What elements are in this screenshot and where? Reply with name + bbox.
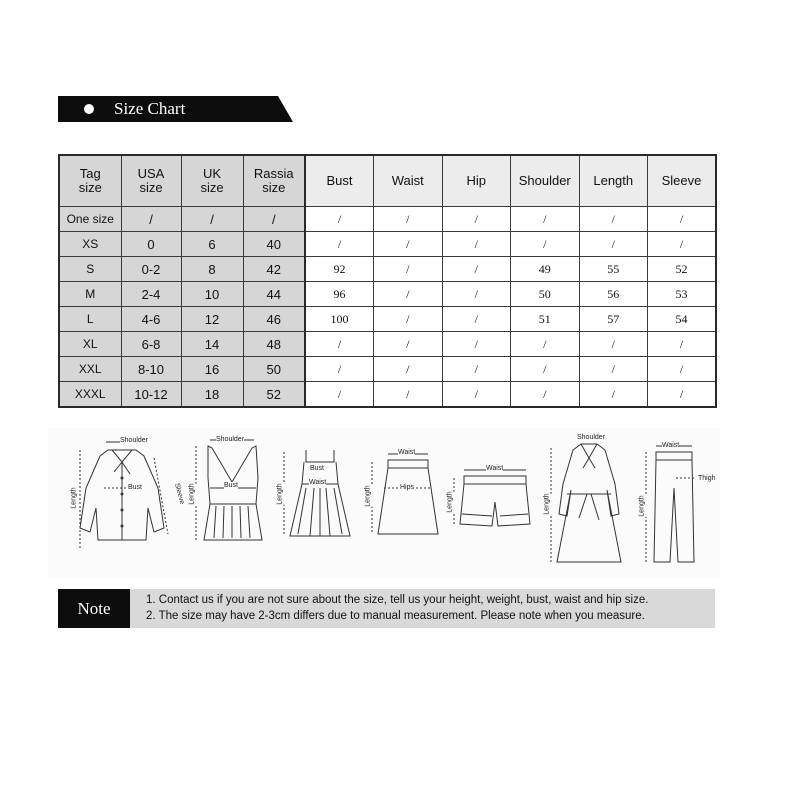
table-cell: 8-10 — [121, 357, 181, 382]
table-cell: / — [243, 207, 305, 232]
tag-size-cell: L — [59, 307, 121, 332]
table-cell: / — [121, 207, 181, 232]
table-cell: / — [579, 382, 648, 408]
table-cell: / — [305, 357, 374, 382]
table-row — [59, 282, 716, 307]
table-cell: 52 — [648, 257, 717, 282]
table-cell: / — [511, 357, 580, 382]
table-cell: / — [442, 257, 511, 282]
table-cell: / — [374, 357, 443, 382]
tag-size-cell: S — [59, 257, 121, 282]
table-cell: 55 — [579, 257, 648, 282]
table-row — [59, 332, 716, 357]
table-cell: / — [511, 207, 580, 232]
header-length: Length — [579, 155, 648, 207]
table-cell: / — [374, 257, 443, 282]
table-cell: 12 — [181, 307, 243, 332]
table-cell: / — [374, 232, 443, 257]
table-cell: / — [442, 282, 511, 307]
header-uk-size: UK size — [181, 155, 243, 207]
table-cell: / — [579, 332, 648, 357]
table-cell: 0-2 — [121, 257, 181, 282]
shorts-illustration — [448, 428, 538, 578]
table-cell: / — [442, 357, 511, 382]
coat-illustration — [543, 428, 633, 578]
table-row — [59, 232, 716, 257]
header-shoulder: Shoulder — [511, 155, 580, 207]
tank-bust-label: Bust — [224, 482, 239, 489]
header-tag-size: Tag size — [59, 155, 121, 207]
table-cell: / — [305, 232, 374, 257]
table-cell: 54 — [648, 307, 717, 332]
table-cell: 96 — [305, 282, 374, 307]
bullet-icon — [84, 104, 94, 114]
blouse-sleeve-label: Sleeve — [173, 482, 186, 506]
table-cell: / — [579, 232, 648, 257]
table-cell: 44 — [243, 282, 305, 307]
table-cell: / — [511, 232, 580, 257]
table-cell: / — [648, 332, 717, 357]
table-cell: 6 — [181, 232, 243, 257]
note-body — [130, 589, 715, 628]
table-body — [59, 207, 716, 408]
tag-size-cell: One size — [59, 207, 121, 232]
tag-size-cell: XL — [59, 332, 121, 357]
note-label: Note — [58, 589, 130, 628]
page-title: Size Chart — [114, 99, 186, 118]
table-cell: 53 — [648, 282, 717, 307]
skirt-length-label: Length — [364, 485, 372, 507]
table-cell: 18 — [181, 382, 243, 408]
table-cell: / — [648, 232, 717, 257]
table-cell: 42 — [243, 257, 305, 282]
dress-bust-label: Bust — [310, 465, 325, 472]
header-sleeve: Sleeve — [648, 155, 717, 207]
table-cell: / — [511, 332, 580, 357]
size-chart-banner — [58, 96, 293, 122]
tank-shoulder-label: Shoulder — [216, 436, 245, 443]
header-bust: Bust — [305, 155, 374, 207]
table-cell: / — [442, 207, 511, 232]
blouse-bust-label: Bust — [128, 484, 143, 491]
table-cell: / — [511, 382, 580, 408]
table-cell: / — [442, 307, 511, 332]
table-cell: 51 — [511, 307, 580, 332]
tag-size-cell: XS — [59, 232, 121, 257]
pants-thigh-label: Thigh — [698, 475, 716, 482]
table-cell: 92 — [305, 257, 374, 282]
table-cell: / — [305, 382, 374, 408]
table-cell: 57 — [579, 307, 648, 332]
shorts-length-label: Length — [446, 491, 454, 513]
table-cell: / — [648, 357, 717, 382]
table-cell: 4-6 — [121, 307, 181, 332]
table-cell: 56 — [579, 282, 648, 307]
tag-size-cell: M — [59, 282, 121, 307]
table-cell: / — [374, 207, 443, 232]
coat-drawing — [543, 428, 633, 578]
shorts-waist-label: Waist — [486, 465, 504, 472]
pants-length-label: Length — [638, 495, 646, 517]
blouse-shoulder-label: Shoulder — [120, 437, 149, 444]
table-cell: 40 — [243, 232, 305, 257]
dress-waist-label: Waist — [309, 479, 327, 486]
skirt-hips-label: Hips — [400, 484, 415, 491]
tag-size-cell: XXXL — [59, 382, 121, 408]
table-row — [59, 382, 716, 408]
header-waist: Waist — [374, 155, 443, 207]
header-usa-size: USA size — [121, 155, 181, 207]
header-hip: Hip — [442, 155, 511, 207]
tank-illustration — [188, 428, 273, 578]
note-line-1: 1. Contact us if you are not sure about the size, tell us your height, weight, bust, waist and hip size. — [146, 594, 649, 606]
table-cell: / — [305, 332, 374, 357]
tank-drawing — [188, 428, 273, 578]
tank-length-label: Length — [188, 483, 196, 505]
skirt-illustration — [366, 428, 446, 578]
table-cell: 10 — [181, 282, 243, 307]
table-cell: / — [579, 357, 648, 382]
size-table — [58, 154, 717, 408]
table-cell: / — [374, 307, 443, 332]
table-cell: 46 — [243, 307, 305, 332]
pants-waist-label: Waist — [662, 442, 680, 449]
coat-shoulder-label: Shoulder — [577, 434, 606, 441]
header-russia-size: Rassia size — [243, 155, 305, 207]
table-row — [59, 257, 716, 282]
table-cell: 49 — [511, 257, 580, 282]
table-cell: 50 — [243, 357, 305, 382]
table-cell: 6-8 — [121, 332, 181, 357]
table-cell: / — [648, 382, 717, 408]
table-cell: 0 — [121, 232, 181, 257]
dress-drawing — [276, 428, 361, 578]
dress-illustration — [276, 428, 361, 578]
table-cell: / — [305, 207, 374, 232]
blouse-illustration — [68, 428, 198, 578]
table-cell: / — [442, 382, 511, 408]
table-header-row — [59, 155, 716, 207]
measurement-illustrations — [48, 428, 720, 578]
tag-size-cell: XXL — [59, 357, 121, 382]
table-cell: 100 — [305, 307, 374, 332]
table-cell: 8 — [181, 257, 243, 282]
skirt-waist-label: Waist — [398, 449, 416, 456]
table-cell: / — [374, 332, 443, 357]
table-row — [59, 207, 716, 232]
table-cell: / — [648, 207, 717, 232]
table-cell: / — [374, 382, 443, 408]
table-cell: / — [181, 207, 243, 232]
table-cell: 2-4 — [121, 282, 181, 307]
table-cell: 52 — [243, 382, 305, 408]
dress-length-label: Length — [276, 483, 284, 505]
table-cell: / — [374, 282, 443, 307]
table-row — [59, 307, 716, 332]
table-row — [59, 357, 716, 382]
blouse-length-label: Length — [70, 487, 78, 509]
table-cell: 48 — [243, 332, 305, 357]
pants-illustration — [638, 428, 720, 578]
table-cell: / — [442, 332, 511, 357]
table-cell: 50 — [511, 282, 580, 307]
table-cell: 14 — [181, 332, 243, 357]
coat-length-label: Length — [543, 493, 551, 515]
table-cell: 16 — [181, 357, 243, 382]
table-cell: / — [579, 207, 648, 232]
pants-drawing — [638, 428, 720, 578]
note-line-2: 2. The size may have 2-3cm differs due to manual measurement. Please note when you measure. — [146, 610, 645, 622]
table-cell: / — [442, 232, 511, 257]
table-cell: 10-12 — [121, 382, 181, 408]
shorts-drawing — [448, 428, 538, 578]
